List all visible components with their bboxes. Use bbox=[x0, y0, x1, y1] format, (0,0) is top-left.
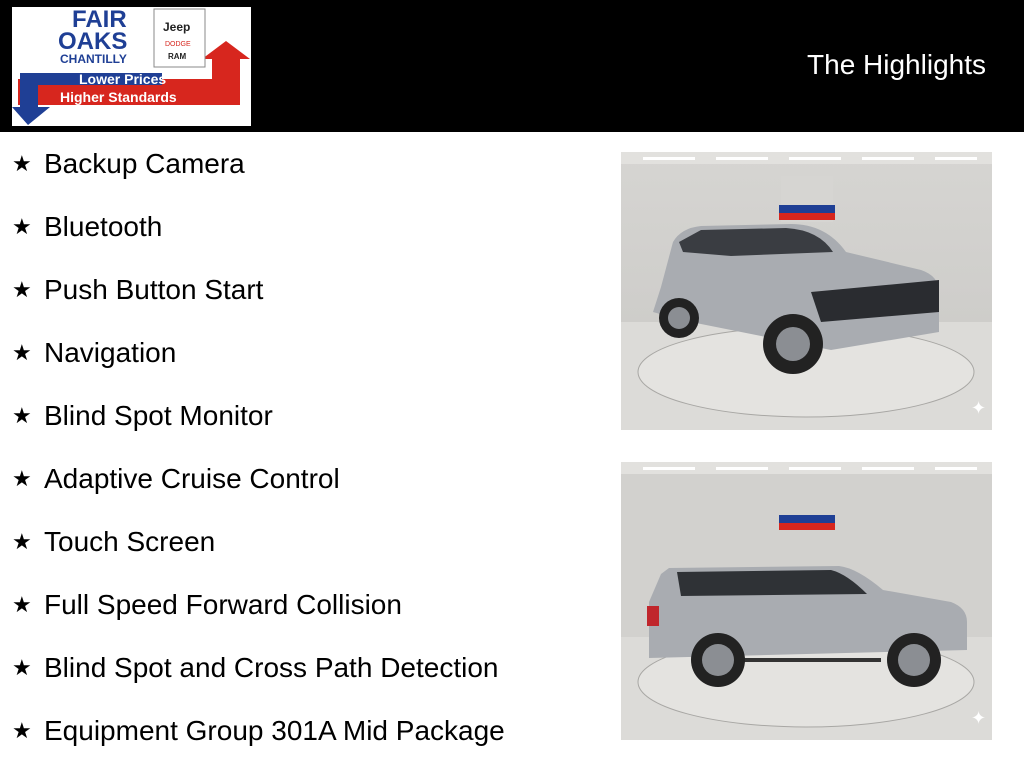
feature-item bbox=[12, 522, 215, 562]
page-title: The Highlights bbox=[807, 49, 986, 80]
star-icon: ★ bbox=[12, 340, 32, 365]
feature-label: Full Speed Forward Collision bbox=[44, 589, 402, 620]
feature-label: Backup Camera bbox=[44, 148, 245, 179]
sparkle-icon: ✦ bbox=[971, 398, 987, 419]
feature-item bbox=[12, 207, 162, 247]
feature-item bbox=[12, 585, 402, 625]
star-icon: ★ bbox=[12, 529, 32, 554]
logo-brand-line1: FAIR bbox=[72, 7, 127, 33]
logo-tagline1: Lower Prices bbox=[79, 71, 167, 87]
logo-badge-ram: RAM bbox=[168, 52, 187, 61]
star-icon: ★ bbox=[12, 655, 32, 680]
feature-label: Push Button Start bbox=[44, 274, 264, 305]
feature-item bbox=[12, 459, 340, 499]
vehicle-photo-front[interactable] bbox=[621, 152, 992, 430]
star-icon: ★ bbox=[12, 277, 32, 302]
feature-label: Blind Spot Monitor bbox=[44, 400, 273, 431]
star-icon: ★ bbox=[12, 466, 32, 491]
feature-label: Navigation bbox=[44, 337, 177, 368]
header-bar bbox=[0, 0, 1024, 132]
feature-item bbox=[12, 648, 498, 688]
star-icon: ★ bbox=[12, 214, 32, 239]
feature-label: Touch Screen bbox=[44, 526, 216, 557]
star-icon: ★ bbox=[12, 592, 32, 617]
feature-label: Bluetooth bbox=[44, 211, 163, 242]
star-icon: ★ bbox=[12, 718, 32, 743]
logo-badge-dodge: DODGE bbox=[165, 41, 191, 48]
feature-label: Blind Spot and Cross Path Detection bbox=[44, 652, 499, 683]
feature-item bbox=[12, 396, 273, 436]
logo-brand-line2: OAKS bbox=[58, 28, 128, 55]
vehicle-photo-front-graphic bbox=[621, 152, 992, 430]
feature-item bbox=[12, 144, 245, 184]
feature-item bbox=[12, 270, 263, 310]
star-icon: ★ bbox=[12, 403, 32, 428]
logo-location: CHANTILLY bbox=[60, 52, 127, 66]
dealer-logo[interactable] bbox=[12, 7, 251, 126]
feature-label: Adaptive Cruise Control bbox=[44, 463, 340, 494]
star-icon: ★ bbox=[12, 151, 32, 176]
logo-badge-jeep: Jeep bbox=[163, 20, 191, 34]
vehicle-photo-side[interactable] bbox=[621, 462, 992, 740]
sparkle-icon: ✦ bbox=[971, 708, 987, 729]
feature-item bbox=[12, 711, 505, 751]
feature-label: Equipment Group 301A Mid Package bbox=[44, 715, 505, 746]
feature-item bbox=[12, 333, 176, 373]
dealer-logo-graphic bbox=[12, 7, 251, 126]
logo-tagline2: Higher Standards bbox=[60, 89, 177, 105]
vehicle-photo-side-graphic bbox=[621, 462, 992, 740]
